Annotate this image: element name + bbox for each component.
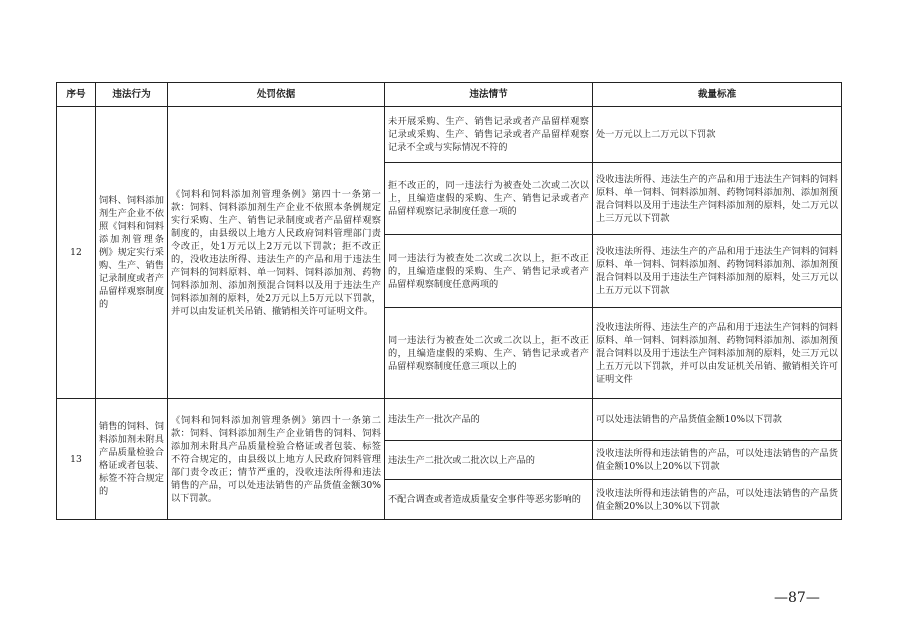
violation-circumstance: 违法生产一批次产品的 [385, 399, 593, 441]
penalty-standard-table [56, 82, 842, 520]
violation-circumstance: 违法生产二批次或二批次以上产品的 [385, 441, 593, 480]
table-row [57, 399, 842, 441]
penalty-basis: 《饲料和饲料添加剂管理条例》第四十一条第一款：饲料、饲料添加剂生产企业不依照本条例规定实行采购、生产、销售记录制度或者产品留样观察制度的，由县级以上地方人民政府饲料管理部门责令改正，处1万元以上2万元以下罚款；拒不改正的，没收违法所得、违法生产的产品和用于违法生产饲料的饲料原料、单一饲料、饲料添加剂、药物饲料添加剂、添加剂预混合饲料以及用于违法生产饲料添加剂的原料，处2万元以上5万元以下罚款，并可以由发证机关吊销、撤销相关许可证明文件。 [168, 107, 385, 399]
violation-circumstance: 拒不改正的，同一违法行为被查处二次或二次以上，且编造虚假的采购、生产、销售记录或者产品留样观察记录制度任意一项的 [385, 163, 593, 235]
violation-description: 饲料、饲料添加剂生产企业不依照《饲料和饲料添加剂管理条例》规定实行采购、生产、销售记录制度或者产品留样观察制度的 [96, 107, 168, 399]
table-header-row [57, 83, 842, 107]
discretion-standard: 没收违法所得、违法生产的产品和用于违法生产饲料的饲料原料、单一饲料、饲料添加剂、药物饲料添加剂、添加剂预混合饲料以及用于违法生产饲料添加剂的原料，处三万元以上五万元以下罚款，并可以由发证机关吊销、撤销相关许可证明文件 [593, 308, 842, 399]
violation-circumstance: 不配合调查或者造成质量安全事件等恶劣影响的 [385, 480, 593, 520]
violation-circumstance: 未开展采购、生产、销售记录或者产品留样观察记录或采购、生产、销售记录或者产品留样观察记录不全或与实际情况不符的 [385, 107, 593, 163]
header-serial-number: 序号 [57, 83, 96, 107]
header-violation: 违法行为 [96, 83, 168, 107]
discretion-standard: 没收违法所得和违法销售的产品，可以处违法销售的产品货值金额20%以上30%以下罚款 [593, 480, 842, 520]
violation-circumstance: 同一违法行为被查处二次或二次以上，拒不改正的，且编造虚假的采购、生产、销售记录或者产品留样观察制度任意两项的 [385, 235, 593, 308]
table-row [57, 107, 842, 163]
header-violation-circumstance: 违法情节 [385, 83, 593, 107]
discretion-standard: 处一万元以上二万元以下罚款 [593, 107, 842, 163]
discretion-standard: 没收违法所得、违法生产的产品和用于违法生产饲料的饲料原料、单一饲料、饲料添加剂、药物饲料添加剂、添加剂预混合饲料以及用于违法生产饲料添加剂的原料，处三万元以上五万元以下罚款 [593, 235, 842, 308]
violation-description: 销售的饲料、饲料添加剂未附具产品质量检验合格证或者包装、标签不符合规定的 [96, 399, 168, 520]
serial-number: 12 [57, 107, 96, 399]
discretion-standard: 可以处违法销售的产品货值金额10%以下罚款 [593, 399, 842, 441]
discretion-standard: 没收违法所得和违法销售的产品，可以处违法销售的产品货值金额10%以上20%以下罚款 [593, 441, 842, 480]
penalty-basis: 《饲料和饲料添加剂管理条例》第四十一条第二款：饲料、饲料添加剂生产企业销售的饲料、饲料添加剂未附具产品质量检验合格证或者包装、标签不符合规定的，由县级以上地方人民政府饲料管理部门责令改正；情节严重的，没收违法所得和违法销售的产品，可以处违法销售的产品货值金额30%以下罚款。 [168, 399, 385, 520]
header-penalty-basis: 处罚依据 [168, 83, 385, 107]
serial-number: 13 [57, 399, 96, 520]
violation-circumstance: 同一违法行为被查处二次或二次以上，拒不改正的，且编造虚假的采购、生产、销售记录或者产品留样观察制度任意三项以上的 [385, 308, 593, 399]
header-discretion-standard: 裁量标准 [593, 83, 842, 107]
discretion-standard: 没收违法所得、违法生产的产品和用于违法生产饲料的饲料原料、单一饲料、饲料添加剂、药物饲料添加剂、添加剂预混合饲料以及用于违法生产饲料添加剂的原料，处二万元以上三万元以下罚款 [593, 163, 842, 235]
page-number: —87— [774, 590, 820, 606]
